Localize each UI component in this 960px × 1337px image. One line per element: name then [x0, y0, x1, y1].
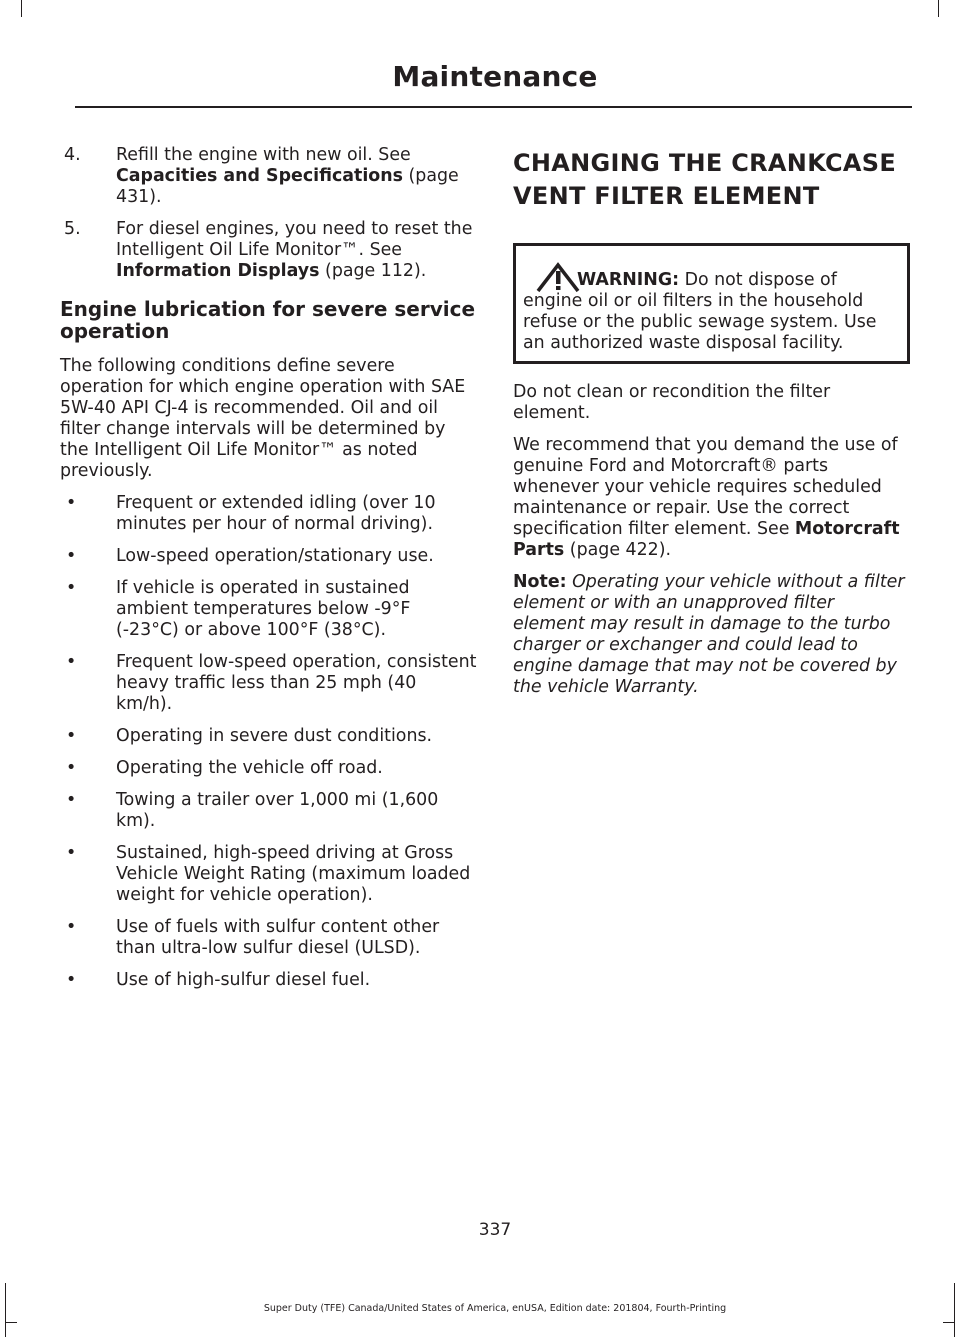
warning-triangle-icon — [534, 262, 582, 294]
crop-mark-bottom-right-h — [943, 1322, 955, 1323]
bullet: • — [66, 578, 77, 598]
list-item — [60, 578, 478, 641]
list-item-text: Operating the vehicle off road. — [116, 758, 383, 778]
information-displays-link[interactable]: Information Displays — [116, 261, 320, 281]
step-number: 5. — [64, 219, 81, 239]
list-item-text: Sustained, high-speed driving at Gross Vehicle Weight Rating (maximum loaded weight for vehicle operation). — [116, 843, 471, 905]
intro-paragraph: The following conditions define severe operation for which engine operation with SAE 5W-40 API CJ-4 is recommended. Oil and oil filter change intervals will be determined by the Intelligent Oil Life Monitor™ as noted previously. — [60, 356, 466, 481]
list-item — [60, 546, 478, 567]
bullet: • — [66, 726, 77, 746]
list-item — [60, 843, 478, 906]
step-number: 4. — [64, 145, 81, 165]
footer-edition: Super Duty (TFE) Canada/United States of America, enUSA, Edition date: 201804, Fourth-Printing — [263, 1303, 727, 1314]
list-item — [60, 726, 478, 747]
capacities-link[interactable]: Capacities and Specifications — [116, 166, 403, 186]
page-title: Maintenance — [392, 60, 598, 93]
paragraph-recommend — [513, 435, 910, 561]
list-item — [60, 970, 478, 991]
bullet: • — [66, 917, 77, 937]
list-item-text: Low-speed operation/stationary use. — [116, 546, 434, 566]
motorcraft-parts-link[interactable]: Motorcraft Parts — [513, 519, 900, 560]
step-text: Refill the engine with new oil. See — [116, 145, 411, 165]
list-item-text: Operating in severe dust conditions. — [116, 726, 433, 746]
bullet: • — [66, 652, 77, 672]
section-heading: CHANGING THE CRANKCASE VENT FILTER ELEMENT — [513, 149, 897, 210]
paragraph-no-clean: Do not clean or recondition the filter element. — [513, 382, 831, 423]
note-label: Note: — [513, 572, 567, 592]
list-item-text: Use of high-sulfur diesel fuel. — [116, 970, 371, 990]
note-paragraph — [513, 572, 910, 698]
bullet: • — [66, 493, 77, 513]
crop-mark-bottom-left-h — [5, 1322, 17, 1323]
crop-mark-top-left — [21, 0, 22, 17]
step-5 — [60, 219, 478, 282]
list-item — [60, 652, 478, 715]
list-item-text: Frequent or extended idling (over 10 minutes per hour of normal driving). — [116, 493, 436, 534]
warning-box — [513, 243, 910, 364]
section-subheading: Engine lubrication for severe service operation — [60, 297, 476, 343]
paragraph-text: We recommend that you demand the use of genuine Ford and Motorcraft® parts whenever your vehicle requires scheduled maintenance or repair. Use the correct specification filter element. See — [513, 435, 898, 539]
warning-text: Do not dispose of engine oil or oil filters in the household refuse or the public sewage system. Use an authorized waste disposal facility. — [523, 270, 877, 353]
paragraph-page-ref: (page 422). — [564, 540, 672, 560]
left-column — [60, 145, 478, 1002]
list-item — [60, 758, 478, 779]
list-item — [60, 790, 478, 832]
list-item — [60, 917, 478, 959]
note-text: Operating your vehicle without a filter element or with an unapproved filter element may result in damage to the turbo charger or exchanger and could lead to engine damage that may not be covered by the vehicle Warranty. — [513, 572, 905, 697]
header-divider — [75, 106, 912, 108]
bullet: • — [66, 970, 77, 990]
step-4 — [60, 145, 478, 208]
right-column — [513, 145, 910, 709]
crop-mark-top-right — [938, 0, 939, 17]
list-item-text: Frequent low-speed operation, consistent heavy traffic less than 25 mph (40 km/h). — [116, 652, 477, 714]
step-text: For diesel engines, you need to reset the Intelligent Oil Life Monitor™. See — [116, 219, 473, 260]
list-item-text: If vehicle is operated in sustained ambient temperatures below -9°F (-23°C) or above 100°F (38°C). — [116, 578, 411, 640]
bullet: • — [66, 758, 77, 778]
list-item-text: Towing a trailer over 1,000 mi (1,600 km). — [116, 790, 439, 831]
bullet: • — [66, 843, 77, 863]
step-page-ref: (page 112). — [319, 261, 427, 281]
list-item-text: Use of fuels with sulfur content other than ultra-low sulfur diesel (ULSD). — [116, 917, 440, 958]
list-item — [60, 493, 478, 535]
bullet: • — [66, 790, 77, 810]
page-number: 337 — [478, 1220, 512, 1240]
warning-label: WARNING: — [577, 270, 680, 290]
step-page-ref: (page 431). — [116, 166, 459, 207]
bullet: • — [66, 546, 77, 566]
